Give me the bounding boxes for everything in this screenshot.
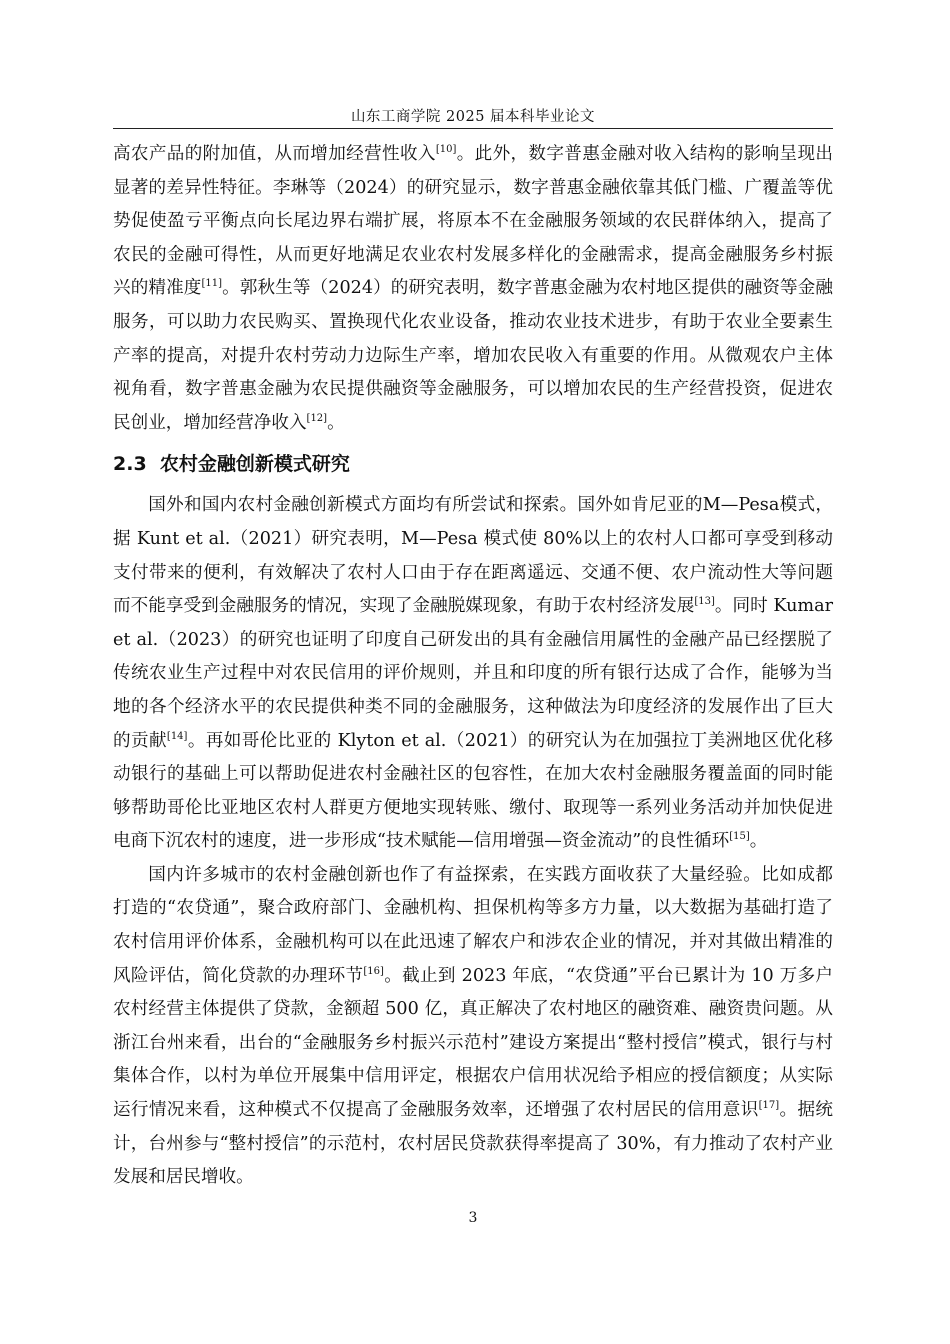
section-number: 2.3 [113, 453, 147, 476]
header-rule [113, 128, 833, 129]
paragraph-2 [113, 489, 833, 859]
citation: [17] [758, 1100, 780, 1112]
text-run: 。截止到 2023 年底，“农贷通”平台已累计为 10 万多户农村经营主体提供了贷款，金额超 500 亿，真正解决了农村地区的融资难、融资贵问题。从浙江台州来看，出台的“金融服务乡村振兴示范村”建设方案提出“整村授信”模式，银行与村集体合作，以村为单位开展集中信用评定，根据农户信用状况给予相应的授信额度；从实际运行情况来看，这种模式不仅提高了金融服务效率，还增强了农村居民的信用意识 [113, 965, 833, 1121]
section-heading [113, 447, 833, 481]
text-run: 。同时 Kumar et al.（2023）的研究也证明了印度自己研发出的具有金融信用属性的金融产品已经摆脱了传统农业生产过程中对农民信用的评价规则，并且和印度的所有银行达成了合作，能够为当地的各个经济水平的农民提供种类不同的金融服务，这种做法为印度经济的发展作出了巨大的贡献 [113, 596, 833, 751]
citation: [15] [729, 831, 750, 843]
text-run: 。 [749, 831, 768, 852]
text-run: 国内许多城市的农村金融创新也作了有益探索，在实践方面收获了大量经验。比如成都打造的“农贷通”，聚合政府部门、金融机构、担保机构等多方力量，以大数据为基础打造了农村信用评价体系，金融机构可以在此迅速了解农户和涉农企业的情况，并对其做出精准的风险评估，简化贷款的办理环节 [113, 864, 833, 986]
text-run: 。郭秋生等（2024）的研究表明，数字普惠金融为农村地区提供的融资等金融服务，可以助力农民购买、置换现代化农业设备，推动农业技术进步，有助于农业全要素生产率的提高，对提升农村劳动力边际生产率，增加农民收入有重要的作用。从微观农户主体视角看，数字普惠金融为农民提供融资等金融服务，可以增加农民的生产经营投资，促进农民创业，增加经营净收入 [113, 278, 833, 433]
citation: [11] [201, 278, 222, 290]
citation: [13] [694, 596, 715, 608]
citation: [10] [435, 144, 457, 155]
text-run: 高农产品的附加值，从而增加经营性收入 [113, 144, 436, 164]
page-body [113, 138, 833, 1195]
section-title: 农村金融创新模式研究 [159, 453, 350, 476]
paragraph-1 [113, 138, 833, 440]
page-header: 山东工商学院 2025 届本科毕业论文 [350, 109, 596, 125]
citation: [16] [363, 965, 384, 977]
citation: [14] [166, 730, 188, 742]
text-run: 。再如哥伦比亚的 Klyton et al.（2021）的研究认为在加强拉丁美洲地区优化移动银行的基础上可以帮助促进农村金融社区的包容性，在加大农村金融服务覆盖面的同时能够帮助哥伦比亚地区农村人群更方便地实现转账、缴付、取现等一系列业务活动并加快促进电商下沉农村的速度，进一步形成“技术赋能—信用增强—资金流动”的良性循环 [113, 730, 833, 852]
text-run: 。此外，数字普惠金融对收入结构的影响呈现出显著的差异性特征。李琳等（2024）的研究显示，数字普惠金融依靠其低门槛、广覆盖等优势促使盈亏平衡点向长尾边界右端扩展，将原本不在金融服务领域的农民群体纳入，提高了农民的金融可得性，从而更好地满足农业农村发展多样化的金融需求，提高金融服务乡村振兴的精准度 [113, 144, 833, 299]
text-run: 。据统计，台州参与“整村授信”的示范村，农村居民贷款获得率提高了 30%，有力推动了农村产业发展和居民增收。 [113, 1100, 833, 1188]
page-number: 3 [468, 1210, 478, 1226]
text-run: 。 [327, 412, 345, 433]
citation: [12] [306, 412, 328, 424]
paragraph-3 [113, 859, 833, 1195]
text-run: 国外和国内农村金融创新模式方面均有所尝试和探索。国外如肯尼亚的M—Pesa模式，据 Kunt et al.（2021）研究表明，M—Pesa 模式使 80%以上的农村人口都可享受到移动支付带来的便利，有效解决了农村人口由于存在距离遥远、交通不便、农户流动性大等问题而不能享受到金融服务的情况，实现了金融脱媒现象，有助于农村经济发展 [113, 495, 833, 617]
